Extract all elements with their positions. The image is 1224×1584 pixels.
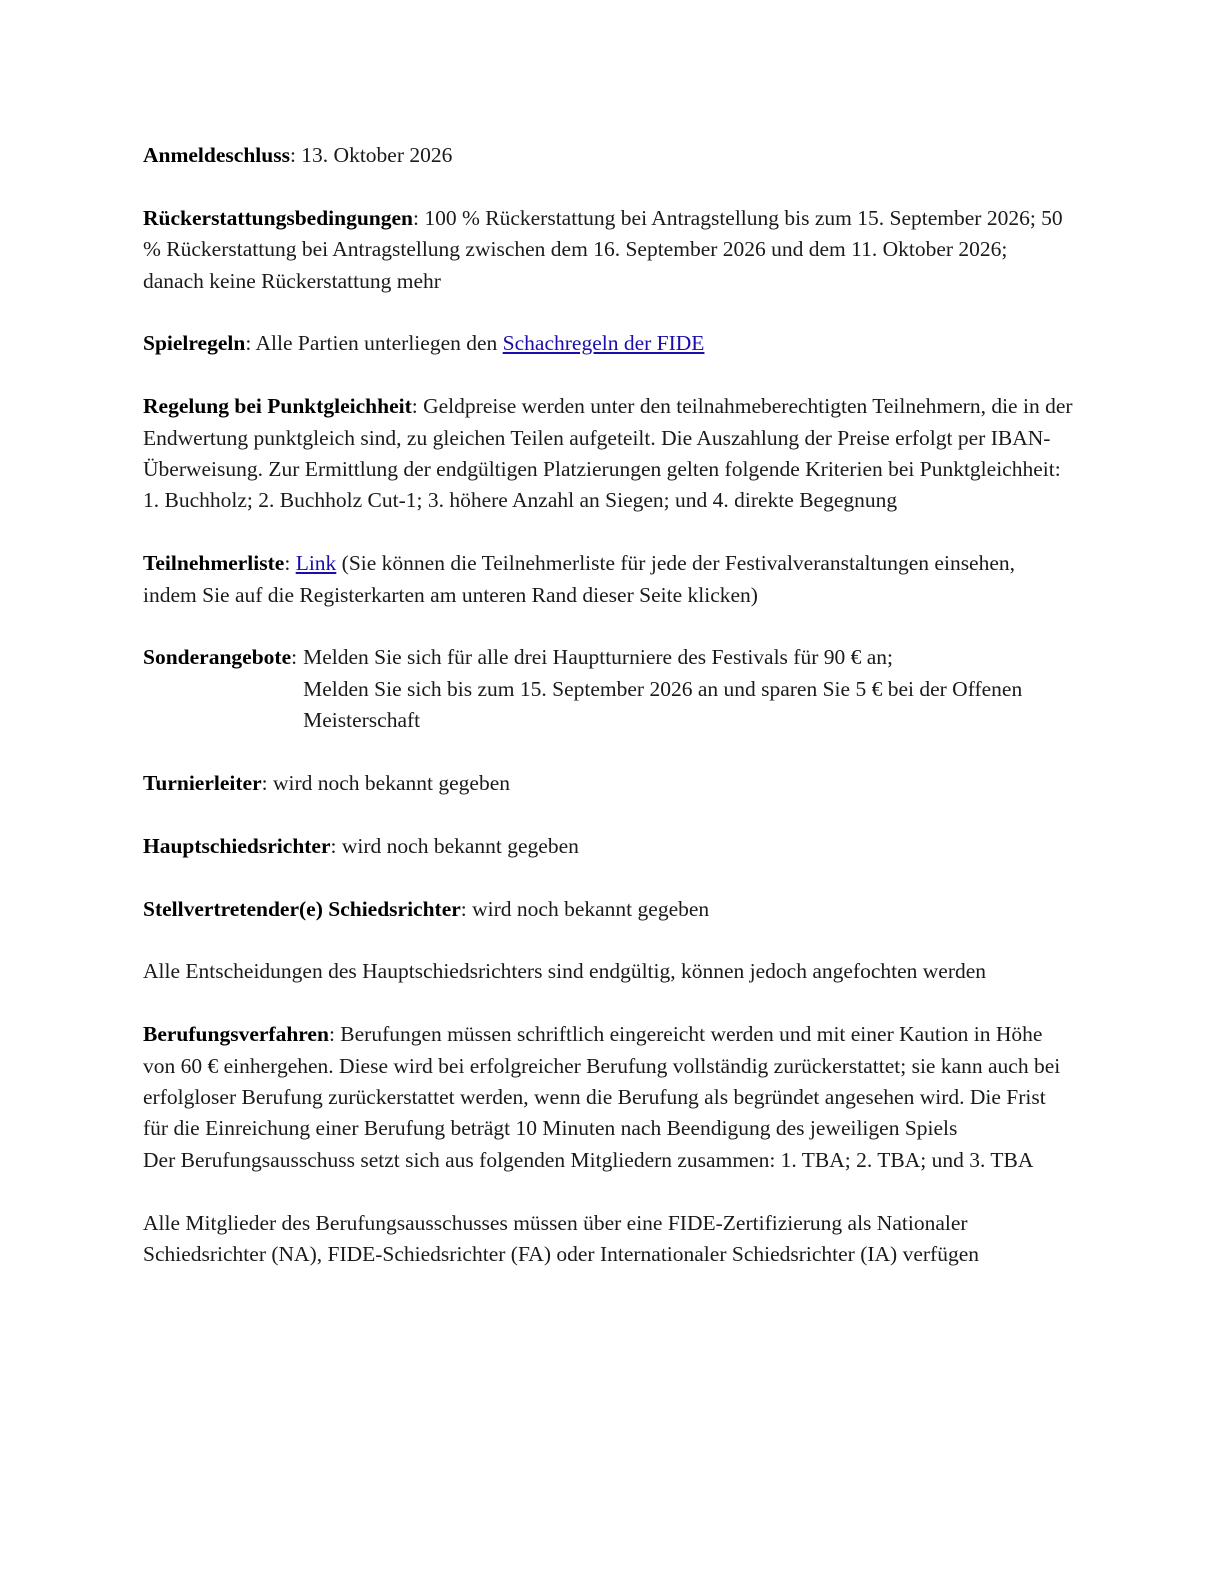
offers-paragraph [143, 642, 1073, 736]
offer-item: Melden Sie sich für alle drei Hauptturniere des Festivals für 90 € an; [303, 645, 894, 670]
chief-arbiter-label: Hauptschiedsrichter [143, 833, 331, 858]
rules-text: : Alle Partien unterliegen den [245, 331, 503, 356]
deadline-paragraph [143, 140, 1073, 171]
offers-list [297, 642, 1073, 736]
offers-label: Sonderangebote [143, 645, 292, 670]
participants-paragraph [143, 548, 1073, 611]
refund-label: Rückerstattungsbedingungen [143, 205, 413, 230]
refund-paragraph [143, 203, 1073, 297]
document-page [143, 140, 1073, 1302]
offer-item: Melden Sie sich bis zum 15. September 2026 an und sparen Sie 5 € bei der Offenen Meisterschaft [303, 676, 1023, 733]
deputy-arbiter-text: : wird noch bekannt gegeben [460, 896, 710, 921]
chief-arbiter-text: : wird noch bekannt gegeben [330, 833, 579, 858]
tiebreak-paragraph [143, 391, 1073, 517]
director-text: : wird noch bekannt gegeben [261, 771, 510, 796]
participants-text: (Sie können die Teilnehmerliste für jede der Festivalveranstaltungen einsehen, indem Sie auf die Registerkarten am unteren Rand dieser Seite klicken) [143, 551, 1016, 607]
deadline-label: Anmeldeschluss [143, 143, 290, 167]
fide-rules-link[interactable]: Schachregeln der FIDE [502, 331, 705, 356]
director-label: Turnierleiter [143, 771, 262, 796]
offers-colon: : [291, 645, 298, 670]
appeals-committee-paragraph: Der Berufungsausschuss setzt sich aus folgenden Mitgliedern zusammen: 1. TBA; 2. TBA; und 3. TBA [143, 1147, 1034, 1172]
deputy-arbiter-paragraph [143, 894, 1073, 925]
participants-label: Teilnehmerliste [143, 551, 285, 576]
rules-label: Spielregeln [143, 331, 246, 356]
offers-heading [143, 642, 297, 736]
appeals-paragraph [143, 1019, 1073, 1145]
rules-paragraph [143, 328, 1073, 359]
appeals-label: Berufungsverfahren [143, 1022, 329, 1047]
committee-requirements-paragraph: Alle Mitglieder des Berufungsausschusses müssen über eine FIDE-Zertifizierung als Nationaler Schiedsrichter (NA), FIDE-Schiedsrichter (FA) oder Internationaler Schiedsrichter (IA) verfügen [143, 1210, 980, 1267]
director-paragraph [143, 768, 1073, 799]
deadline-text: : 13. Oktober 2026 [289, 143, 453, 167]
decisions-paragraph: Alle Entscheidungen des Hauptschiedsrichters sind endgültig, können jedoch angefochten werden [143, 959, 987, 984]
participants-colon: : [284, 551, 296, 576]
tiebreak-label: Regelung bei Punktgleichheit [143, 394, 412, 419]
refund-text: : 100 % Rückerstattung bei Antragstellung bis zum 15. September 2026; 50 % Rückerstattung bei Antragstellung zwischen dem 16. September 2026 und dem 11. Oktober 2026; danach keine Rückerstattung mehr [143, 205, 1063, 293]
chief-arbiter-paragraph [143, 831, 1073, 862]
deputy-arbiter-label: Stellvertretender(e) Schiedsrichter [143, 896, 461, 921]
tiebreak-text: : Geldpreise werden unter den teilnahmeberechtigten Teilnehmern, die in der Endwertung punktgleich sind, zu gleichen Teilen aufgeteilt. Die Auszahlung der Preise erfolgt per IBAN-Überweisung. Zur Ermittlung der endgültigen Platzierungen gelten folgende Kriterien bei Punktgleichheit: 1. Buchholz; 2. Buchholz Cut-1; 3. höhere Anzahl an Siegen; und 4. direkte Begegnung [143, 394, 1073, 513]
participants-link[interactable]: Link [295, 551, 337, 576]
appeals-text: : Berufungen müssen schriftlich eingereicht werden und mit einer Kaution in Höhe von 60 € einhergehen. Diese wird bei erfolgreicher Berufung vollständig zurückerstattet; sie kann auch bei erfolgloser Berufung zurückerstattet werden, wenn die Berufung als begründet angesehen wird. Die Frist für die Einreichung einer Berufung beträgt 10 Minuten nach Beendigung des jeweiligen Spiels [143, 1022, 1061, 1141]
